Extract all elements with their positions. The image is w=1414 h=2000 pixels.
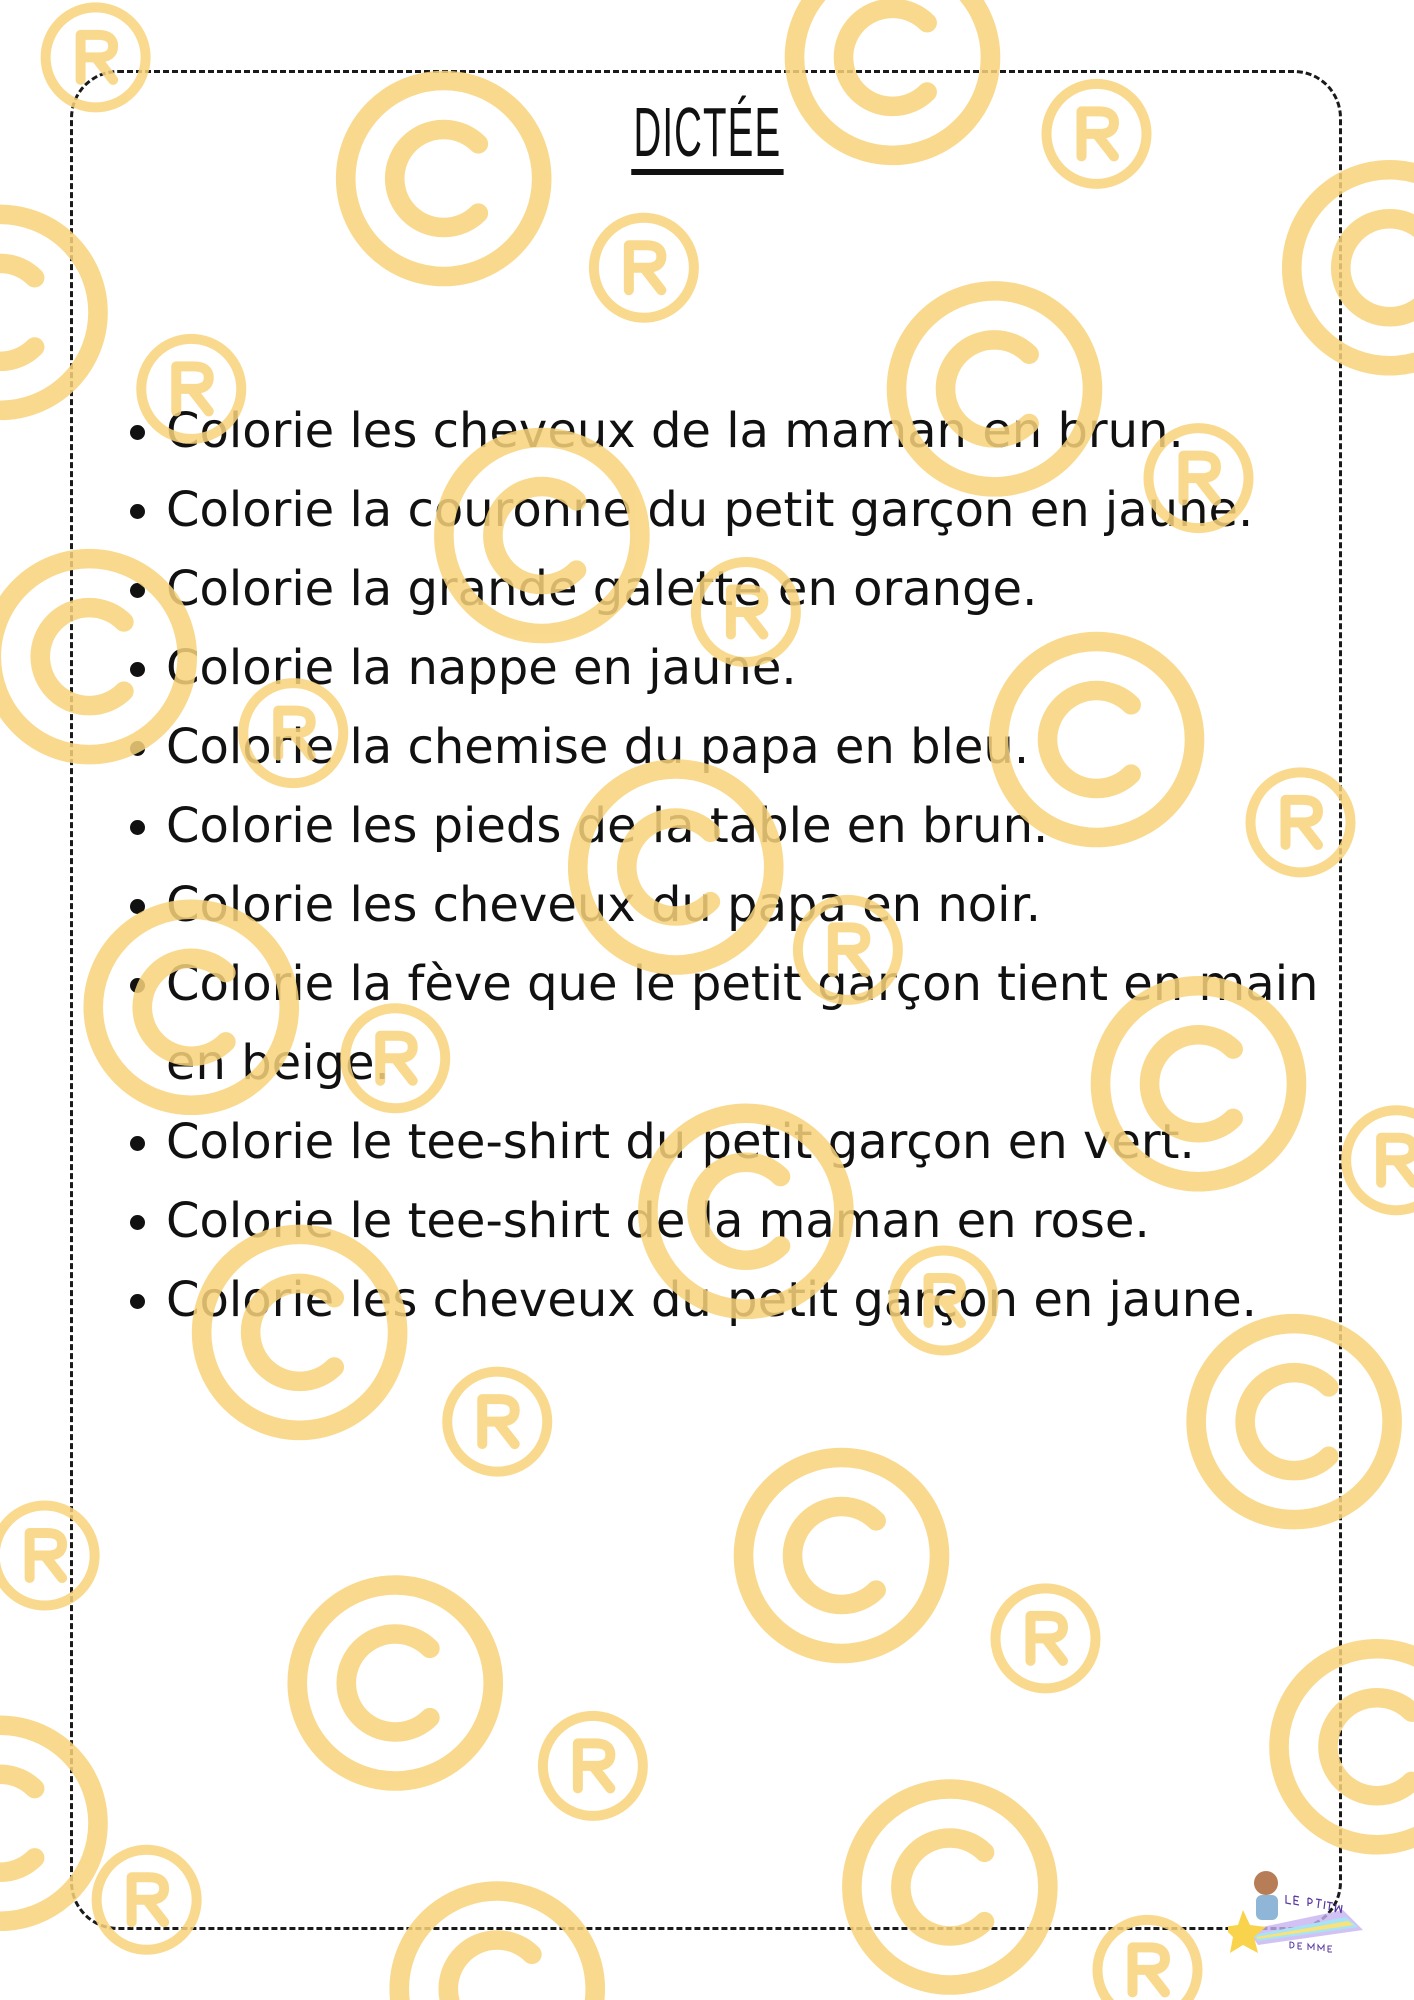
page-title-wrap — [0, 95, 1414, 175]
page-title: DICTÉE — [631, 95, 783, 175]
list-item: • Colorie les pieds de la table en brun. — [166, 787, 1366, 866]
list-item: • Colorie les cheveux de la maman en brun. — [166, 392, 1366, 471]
list-item: • Colorie la nappe en jaune. — [166, 629, 1366, 708]
list-item: • Colorie les cheveux du petit garçon en jaune. — [166, 1261, 1366, 1340]
list-item: • Colorie la grande galette en orange. — [166, 550, 1366, 629]
list-item: • Colorie la chemise du papa en bleu. — [166, 708, 1366, 787]
list-item: • Colorie les cheveux du papa en noir. — [166, 866, 1366, 945]
le-ptit-monde-logo — [1228, 1855, 1368, 1955]
list-item: • Colorie le tee-shirt de la maman en rose. — [166, 1182, 1366, 1261]
list-item: • Colorie la fève que le petit garçon tient en main en beige. — [166, 945, 1366, 1103]
list-item: • Colorie la couronne du petit garçon en jaune. — [166, 471, 1366, 550]
list-item: • Colorie le tee-shirt du petit garçon en vert. — [166, 1103, 1366, 1182]
registered-symbol-icon — [1098, 1920, 1198, 2000]
instruction-list — [122, 392, 1366, 1340]
